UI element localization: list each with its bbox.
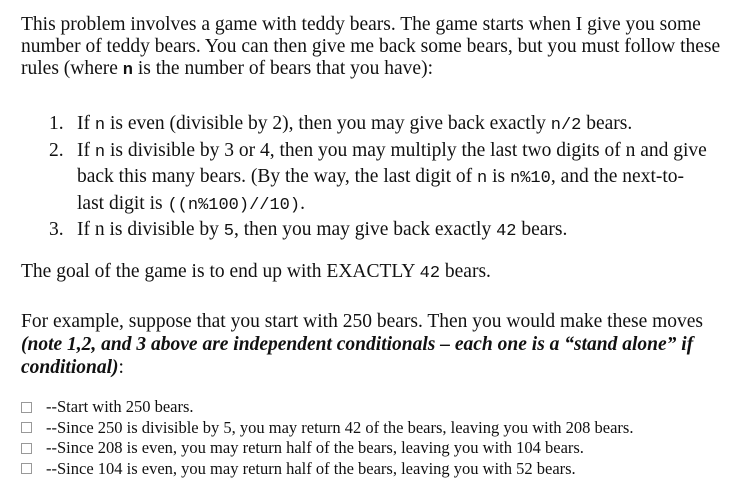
move-item: [21, 397, 633, 418]
intro-text-start: This problem involves a game with teddy bears. The game starts when I give you some number of teddy bears. You can then give me back some bears, but you must follow these rules (where: [21, 14, 721, 79]
rule-text: If n is divisible by: [77, 219, 224, 240]
rule-code: n: [477, 169, 488, 188]
rule-number: 1.: [49, 113, 64, 134]
intro-paragraph: [21, 14, 721, 82]
moves-list: [21, 397, 633, 479]
rule-text: is even (divisible by 2), then you may give back exactly: [105, 113, 551, 134]
rule-code: ((n%100)//10): [167, 195, 301, 215]
checkbox-icon[interactable]: [21, 443, 32, 454]
rule-text: .: [300, 192, 305, 214]
example-end: :: [118, 357, 124, 378]
intro-variable-n: n: [122, 61, 133, 80]
rule-2: [49, 139, 709, 219]
example-note: (note 1,2, and 3 above are independent conditionals – each one is a “stand alone” if conditional): [21, 334, 694, 378]
rule-text: If: [77, 113, 95, 134]
rule-number: 3.: [49, 219, 64, 240]
rule-number: 2.: [49, 139, 64, 161]
rule-3: [49, 218, 709, 245]
rule-text: , and the next-to-last digit is: [77, 166, 685, 214]
checkbox-icon[interactable]: [21, 463, 32, 474]
rule-text: is: [487, 166, 510, 187]
goal-text: The goal of the game is to end up with EXACTLY: [21, 261, 420, 282]
rule-text: If: [77, 139, 95, 161]
goal-suffix: bears.: [440, 261, 491, 282]
goal-value: 42: [419, 264, 441, 283]
checkbox-icon[interactable]: [21, 402, 32, 413]
rule-code: 42: [496, 222, 517, 241]
move-text: --Since 104 is even, you may return half of the bears, leaving you with 52 bears.: [46, 458, 576, 478]
rule-code: n: [94, 116, 106, 135]
rule-text: , then you may give back exactly: [234, 219, 497, 240]
rule-1: [49, 112, 709, 139]
rules-list: [49, 112, 709, 245]
rule-code: n%10: [510, 169, 551, 188]
move-text: --Since 250 is divisible by 5, you may return 42 of the bears, leaving you with 208 bears.: [46, 417, 634, 437]
rule-text: is divisible by 3 or 4, then you may multiply the last two digits of n and give back this many bears. (By the way, the last digit of: [77, 139, 707, 187]
move-item: [21, 459, 633, 480]
checkbox-icon[interactable]: [21, 422, 32, 433]
example-paragraph: [21, 310, 721, 379]
example-text: For example, suppose that you start with 250 bears. Then you would make these moves: [21, 311, 704, 332]
goal-paragraph: [21, 261, 491, 285]
rule-text: bears.: [581, 113, 633, 134]
move-text: --Since 208 is even, you may return half of the bears, leaving you with 104 bears.: [46, 438, 584, 457]
move-text: --Start with 250 bears.: [46, 397, 194, 416]
rule-code: 5: [223, 222, 234, 241]
document: [21, 14, 721, 478]
rule-code: n/2: [550, 116, 582, 135]
move-item: [21, 418, 633, 439]
move-item: [21, 438, 633, 459]
rule-text: bears.: [516, 219, 568, 240]
rule-code: n: [94, 142, 106, 162]
intro-text-end: is the number of bears that you have):: [133, 58, 433, 79]
